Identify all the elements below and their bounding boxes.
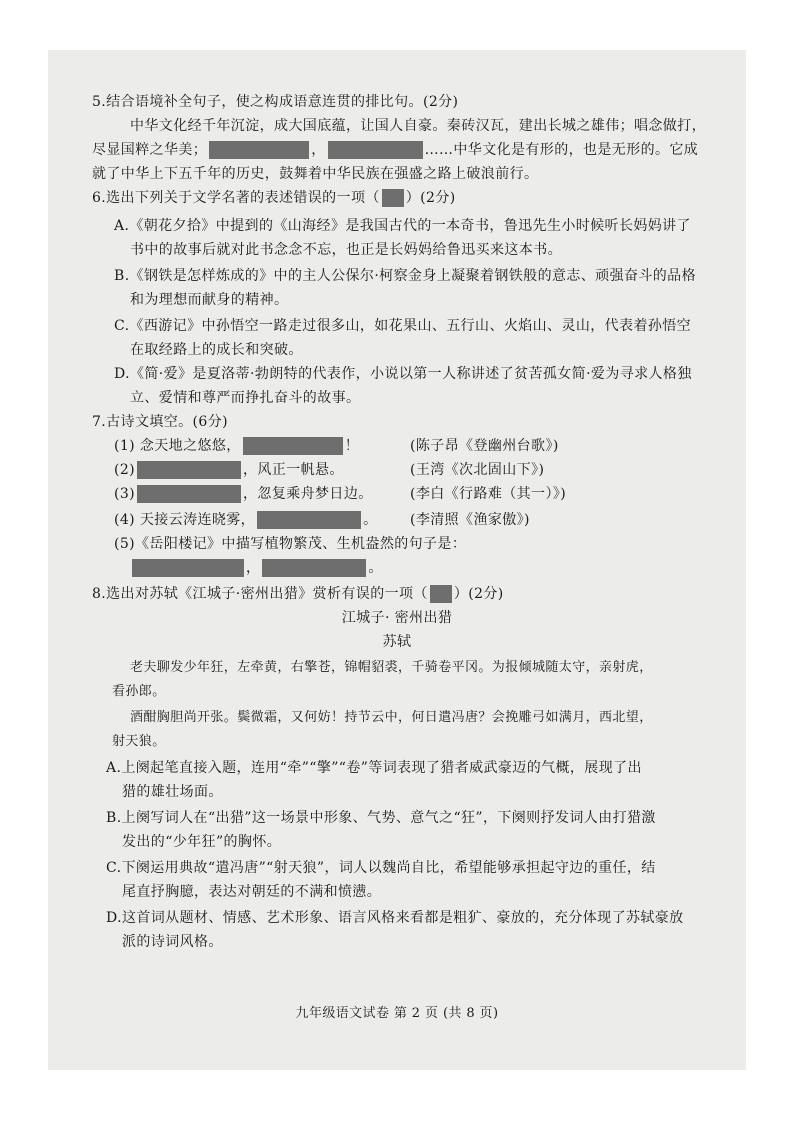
poem-line-2: 看孙郎。 [112, 684, 166, 699]
q7-item-punct: 。 [363, 512, 378, 528]
q7-item-text: ，忽复乘舟梦日边。 [243, 486, 373, 502]
q5-passage-text: ……中华文化是有形的，也是无形的。它成 [424, 142, 699, 158]
q6-option-a: A.《朝花夕拾》中提到的《山海经》是我国古代的一本奇书，鲁迅先生小时候听长妈妈讲了 [114, 218, 691, 234]
q7-item-punct: ！ [344, 438, 360, 454]
q7-item-punct: ， [246, 560, 261, 576]
answer-blank[interactable] [243, 437, 343, 455]
q6-option-d-cont: 立、爱情和尊严而挣扎奋斗的故事。 [130, 390, 361, 406]
poem-title: 江城子· 密州出猎 [341, 610, 453, 626]
q8-option-a-cont: 猎的雄壮场面。 [122, 784, 223, 800]
q7-source-4: (李清照《渔家傲》) [410, 512, 530, 528]
q7-item-text: (4) 天接云涛连晓雾， [114, 512, 256, 528]
q7-item-1 [114, 436, 359, 456]
q5-passage-line1: 中华文化经千年沉淀，成大国底蕴，让国人自豪。秦砖汉瓦，建出长城之雄伟；唱念做打， [130, 118, 706, 134]
q8-option-b: B.上阕写词人在“出猎”这一场景中形象、气势、意气之“狂”，下阕则抒发词人由打猎激 [106, 810, 656, 826]
q7-item-text: (1) 念天地之悠悠， [114, 438, 241, 454]
poem-author: 苏轼 [382, 634, 412, 650]
answer-blank[interactable] [137, 485, 241, 503]
answer-box[interactable] [430, 585, 452, 603]
answer-blank[interactable] [209, 141, 309, 159]
q6-option-c-cont: 在取经路上的成长和突破。 [130, 342, 303, 358]
q7-source-2: (王湾《次北固山下》) [410, 462, 545, 478]
q8-title-score: ）(2分) [453, 586, 504, 602]
answer-blank[interactable] [132, 559, 244, 577]
q8-option-b-cont: 发出的“少年狂”的胸怀。 [122, 834, 282, 850]
answer-blank[interactable] [137, 461, 241, 479]
poem-line-4: 射天狼。 [112, 734, 166, 749]
q6-option-b-cont: 和为理想而献身的精神。 [130, 292, 289, 308]
q6-title-text: 6.选出下列关于文学名著的表述错误的一项（ [92, 190, 380, 206]
q6-title [92, 188, 456, 208]
q5-passage-text: 尽显国粹之华美； [92, 142, 208, 158]
answer-blank[interactable] [328, 141, 423, 159]
q7-item-num: (2) [114, 462, 136, 478]
q7-item-3 [114, 484, 373, 504]
q5-passage-line3: 就了中华上下五千年的历史，鼓舞着中华民族在强盛之路上破浪前行。 [92, 166, 539, 182]
q6-title-score: ）(2分) [405, 190, 456, 206]
poem-line-1: 老夫聊发少年狂，左牵黄，右擎苍，锦帽貂裘，千骑卷平冈。为报倾城随太守，亲射虎， [130, 660, 653, 675]
q6-option-d: D.《简·爱》是夏洛蒂·勃朗特的代表作，小说以第一人称讲述了贫苦孤女简·爱为寻求人格独 [114, 366, 692, 382]
q8-option-d: D.这首词从题材、情感、艺术形象、语言风格来看都是粗犷、豪放的，充分体现了苏轼豪放 [106, 910, 684, 926]
q5-comma: ， [311, 142, 326, 158]
answer-box[interactable] [382, 189, 404, 207]
poem-line-3: 酒酣胸胆尚开张。鬓微霜，又何妨！持节云中，何日遣冯唐？会挽雕弓如满月，西北望， [130, 710, 653, 725]
q7-item-2 [114, 460, 344, 480]
answer-blank[interactable] [262, 559, 366, 577]
q5-title: 5.结合语境补全句子，使之构成语意连贯的排比句。(2分) [92, 94, 459, 110]
q7-item-num: (3) [114, 486, 136, 502]
q8-title-text: 8.选出对苏轼《江城子·密州出猎》赏析有误的一项（ [92, 586, 428, 602]
q6-option-a-cont: 书中的故事后就对此书念念不忘，也正是长妈妈给鲁迅买来这本书。 [130, 242, 562, 258]
q7-source-3: (李白《行路难（其一）》) [410, 486, 567, 502]
q7-item-4 [114, 510, 378, 530]
q8-option-d-cont: 派的诗词风格。 [122, 934, 223, 950]
q7-item-5: (5)《岳阳楼记》中描写植物繁茂、生机盎然的句子是： [114, 536, 467, 552]
q6-option-b: B.《钢铁是怎样炼成的》中的主人公保尔·柯察金身上凝聚着钢铁般的意志、顽强奋斗的品格 [114, 268, 696, 284]
q7-item-text: ，风正一帆悬。 [243, 462, 344, 478]
answer-blank[interactable] [257, 511, 361, 529]
q8-option-a: A.上阕起笔直接入题，连用“牵”“擎”“卷”等词表现了猎者威武豪迈的气概，展现了出 [106, 760, 642, 776]
q6-option-c: C.《西游记》中孙悟空一路走过很多山，如花果山、五行山、火焰山、灵山，代表着孙悟空 [114, 318, 692, 334]
q8-option-c-cont: 尾直抒胸臆，表达对朝廷的不满和愤懑。 [122, 884, 382, 900]
q7-item-5-answers [130, 558, 383, 578]
q7-title: 7.古诗文填空。(6分) [92, 414, 228, 430]
q5-passage-line2 [92, 140, 698, 160]
q8-title [92, 584, 504, 604]
q7-source-1: (陈子昂《登幽州台歌》) [410, 438, 559, 454]
q8-option-c: C.下阕运用典故“遣冯唐”“射天狼”，词人以魏尚自比，希望能够承担起守边的重任，结 [106, 860, 656, 876]
page-footer: 九年级语文试卷 第 2 页 (共 8 页) [295, 1006, 499, 1021]
q7-item-punct: 。 [368, 560, 383, 576]
